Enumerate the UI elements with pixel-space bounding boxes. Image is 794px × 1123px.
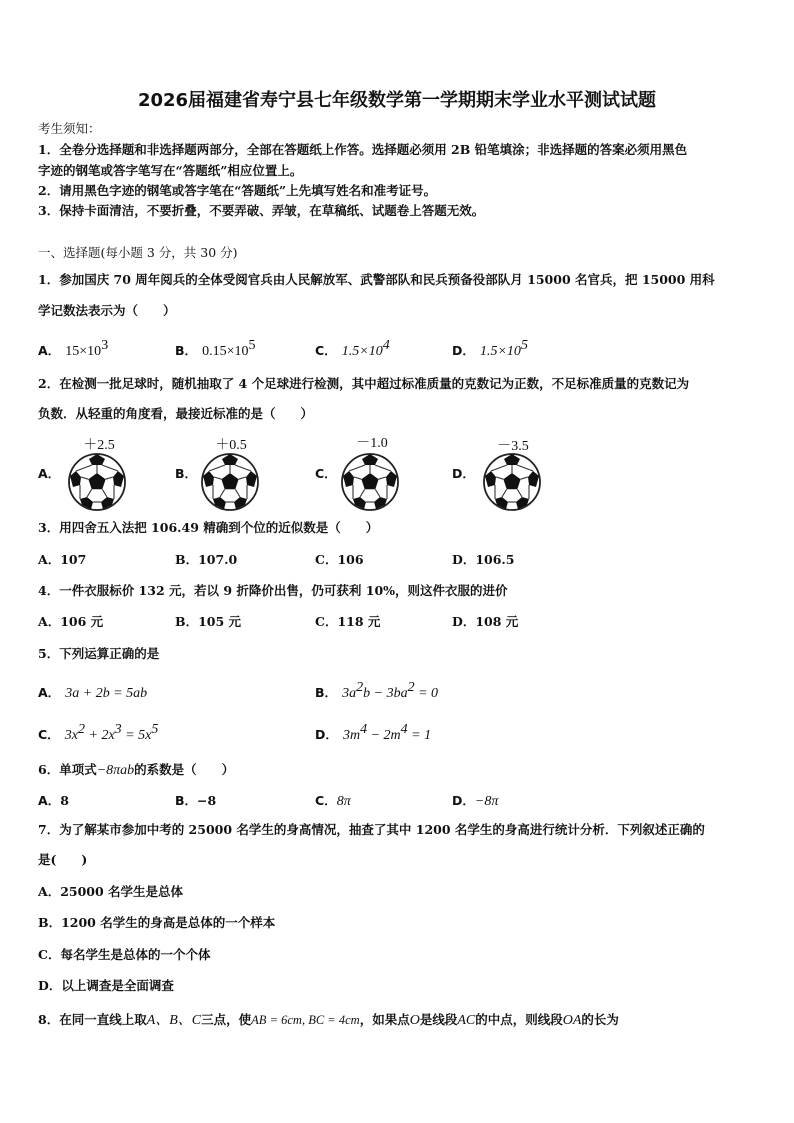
q5-d-exp2: 4 (400, 722, 408, 737)
q6-option-a (38, 790, 69, 809)
q5-b-exp2: 2 (407, 680, 415, 695)
q7-option-c: C．每名学生是总体的一个个体 (38, 947, 211, 962)
q2-label-b: B． (175, 466, 198, 481)
q4-option-c: C．118 元 (315, 614, 381, 629)
q4-option-b: B．105 元 (175, 614, 242, 629)
q8-mid3: 是线段 (419, 1012, 458, 1027)
q8-pre: 8．在同一直线上取 (38, 1012, 147, 1027)
q6-stem-math: −8πab (96, 763, 135, 778)
q6-label-a: A． (38, 793, 61, 808)
q8-mid4: 的中点，则线段 (475, 1012, 563, 1027)
q1-b-base: 0.15×10 (202, 344, 249, 359)
notice-item-3: 3．保持卡面清洁，不要折叠，不要弄破、弄皱，在草稿纸、试题卷上答题无效。 (38, 203, 485, 218)
q6-stem (38, 759, 234, 779)
q5-c-part1: 3x (64, 728, 78, 743)
q8-point-o: O (409, 1013, 420, 1028)
q1-label-b: B． (175, 343, 198, 358)
q3-option-d: D．106.5 (452, 552, 515, 567)
q5-label-c: C． (38, 727, 60, 742)
q6-option-c (315, 790, 351, 810)
soccer-ball-icon-d (482, 452, 542, 512)
q1-label-a: A． (38, 343, 61, 358)
section-heading: 一、选择题(每小题 3 分，共 30 分) (38, 245, 238, 260)
q5-option-c (38, 724, 158, 744)
q5-b-part1: 3a (342, 686, 357, 701)
q7-option-d: D．以上调查是全面调查 (38, 978, 174, 993)
q4-stem: 4．一件衣服标价 132 元，若以 9 折降价出售，仍可获利 10%，则这件衣服的进价 (38, 583, 508, 598)
q2-value-c: －1.0 (356, 436, 388, 451)
q3-option-b: B．107.0 (175, 552, 238, 567)
q5-option-d (315, 724, 431, 744)
q4-option-d: D．108 元 (452, 614, 519, 629)
q2-label-a: A． (38, 466, 61, 481)
q5-label-d: D． (315, 727, 338, 742)
q3-stem: 3．用四舍五入法把 106.49 精确到个位的近似数是（ ） (38, 520, 379, 535)
q1-label-d: D． (452, 343, 475, 358)
q5-d-exp1: 4 (360, 722, 368, 737)
q1-a-exp: 3 (101, 338, 109, 353)
q5-d-part2: − 2m (367, 728, 401, 743)
q1-label-c: C． (315, 343, 337, 358)
q1-stem-line2: 学记数法表示为（ ） (38, 303, 176, 318)
q1-d-base: 1.5×10 (479, 344, 521, 359)
notice-item-1-cont: 字迹的钢笔或答字笔写在“答题纸”相应位置上。 (38, 163, 303, 178)
q4-option-a: A．106 元 (38, 614, 104, 629)
soccer-ball-icon-a (67, 452, 127, 512)
q5-b-part3: = 0 (414, 686, 439, 701)
q5-c-exp1: 2 (78, 722, 85, 737)
page-title: 2026届福建省寿宁县七年级数学第一学期期末学业水平测试试题 (137, 90, 657, 111)
q8-stem (38, 1009, 619, 1029)
q5-a-expr: 3a + 2b = 5ab (65, 686, 148, 701)
q7-stem-line2: 是( ) (38, 852, 88, 867)
q6-c-value: 8π (336, 794, 351, 809)
q1-stem-line1: 1．参加国庆 70 周年阅兵的全体受阅官兵由人民解放军、武警部队和民兵预备役部队月 15000 名官兵，把 15000 用科 (38, 272, 715, 287)
q5-d-part3: = 1 (407, 728, 432, 743)
notice-item-1: 1．全卷分选择题和非选择题两部分，全部在答题纸上作答。选择题必须用 2B 铅笔填涂；非选择题的答案必须用黑色 (38, 142, 688, 157)
q2-label-c: C． (315, 466, 337, 481)
q6-a-value: 8 (60, 793, 69, 808)
q1-option-c (315, 340, 390, 360)
notice-item-2: 2．请用黑色字迹的钢笔或答字笔在“答题纸”上先填写姓名和准考证号。 (38, 183, 437, 198)
q2-value-b: ＋0.5 (215, 438, 247, 453)
q1-b-exp: 5 (248, 338, 256, 353)
q7-option-b: B．1200 名学生的身高是总体的一个样本 (38, 915, 276, 930)
q2-stem-line1: 2．在检测一批足球时，随机抽取了 4 个足球进行检测，其中超过标准质量的克数记为正数，不足标准质量的克数记为 (38, 376, 690, 391)
q1-option-a (38, 340, 108, 360)
q5-option-a (38, 682, 147, 702)
notice-heading: 考生须知： (38, 121, 101, 136)
q6-option-b (175, 790, 216, 809)
soccer-ball-icon-b (200, 452, 260, 512)
q3-option-a: A．107 (38, 552, 87, 567)
q5-c-exp3: 5 (151, 722, 159, 737)
q6-option-d (452, 790, 498, 810)
q2-value-d: －3.5 (497, 439, 529, 454)
q8-points: A、B、C (146, 1013, 202, 1028)
q2-label-d: D． (452, 466, 475, 481)
q1-option-d (452, 340, 528, 360)
q5-label-a: A． (38, 685, 61, 700)
q5-c-part3: = 5x (121, 728, 152, 743)
q6-label-d: D． (452, 793, 475, 808)
q5-b-part2: b − 3ba (363, 686, 408, 701)
q5-d-part1: 3m (342, 728, 361, 743)
q2-stem-line2: 负数．从轻重的角度看，最接近标准的是（ ） (38, 406, 314, 421)
q5-option-b (315, 682, 438, 702)
q2-value-a: ＋2.5 (83, 438, 115, 453)
q7-option-a: A．25000 名学生是总体 (38, 884, 184, 899)
q1-c-exp: 4 (382, 338, 390, 353)
q8-mid1: 三点，使 (201, 1012, 252, 1027)
q8-post: 的长为 (581, 1012, 619, 1027)
q8-condition: AB = 6cm, BC = 4cm (251, 1013, 360, 1027)
q6-stem-post: 的系数是（ ） (134, 762, 235, 777)
q5-c-part2: + 2x (85, 728, 115, 743)
q6-label-b: B． (175, 793, 198, 808)
q6-label-c: C． (315, 793, 337, 808)
q6-d-value: −8π (474, 794, 499, 809)
q1-a-base: 15×10 (65, 344, 102, 359)
q6-stem-pre: 6．单项式 (38, 762, 97, 777)
q5-c-exp2: 3 (114, 722, 122, 737)
q8-segment-ac: AC (457, 1013, 476, 1028)
q1-c-base: 1.5×10 (341, 344, 383, 359)
q1-option-b (175, 340, 256, 360)
q7-stem-line1: 7．为了解某市参加中考的 25000 名学生的身高情况，抽查了其中 1200 名学生的身高进行统计分析．下列叙述正确的 (38, 822, 705, 837)
q1-d-exp: 5 (520, 338, 528, 353)
q5-label-b: B． (315, 685, 338, 700)
q8-mid2: ，如果点 (359, 1012, 410, 1027)
q8-segment-oa: OA (562, 1013, 582, 1028)
q3-option-c: C．106 (315, 552, 364, 567)
q5-b-exp1: 2 (356, 680, 364, 695)
q6-b-value: −8 (197, 793, 217, 808)
q5-stem: 5．下列运算正确的是 (38, 646, 160, 661)
soccer-ball-icon-c (340, 452, 400, 512)
